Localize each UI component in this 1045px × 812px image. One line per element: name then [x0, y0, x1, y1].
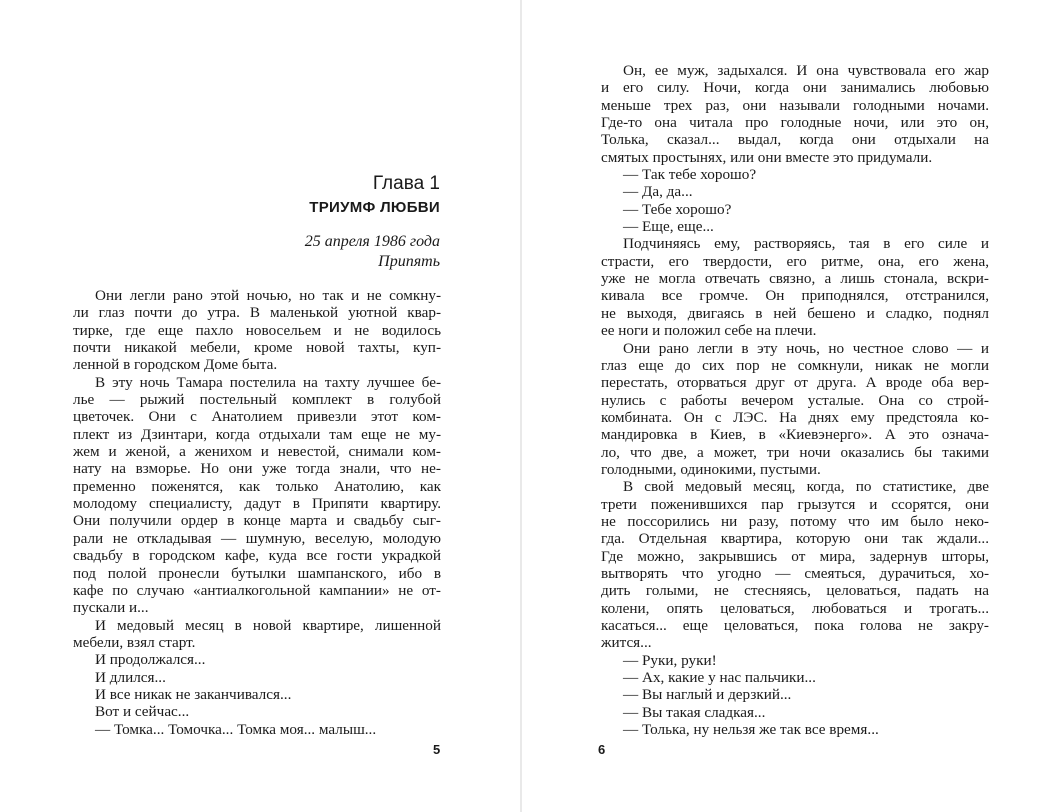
- text-line: лье — рыжий постельный комплект в голубой: [73, 391, 441, 409]
- right-page-text: [601, 62, 989, 738]
- text-line: Где можно, закрывшись от мира, задернув шторы,: [601, 547, 989, 565]
- text-line: жем и женой, а женихом и невестой, снимали ком-: [73, 443, 441, 461]
- text-line: кафе по случаю «антиалкогольной кампании» не от-: [73, 581, 441, 599]
- chapter-number: Глава 1: [372, 173, 440, 194]
- text-line: пускали и...: [73, 599, 149, 617]
- text-line: Они получили ордер в конце марта и свадьбу сыг-: [73, 512, 441, 530]
- text-line: — Ах, какие у нас пальчики...: [623, 669, 816, 687]
- text-line: цветочек. Они с Анатолием привезли этот ком-: [73, 408, 441, 426]
- text-line: — Вы такая сладкая...: [623, 703, 766, 721]
- text-line: не выходя, двигаясь в ней бешено и сладко, поднял: [601, 304, 989, 322]
- text-line: не поссорились ни разу, потому что им было неко-: [601, 512, 989, 530]
- text-line: рали не откладывая — шумную, веселую, молодую: [73, 529, 441, 547]
- text-line: почти никакой мебели, кроме новой тахты, куп-: [73, 339, 441, 357]
- text-line: перестать, оторваться друг от друга. А вроде оба вер-: [601, 374, 989, 392]
- text-line: нату на взморье. Но они уже тогда знали, что не-: [73, 460, 441, 478]
- text-line: под полой пронесли бутылки шампанского, ибо в: [73, 564, 441, 582]
- text-line: — Тебе хорошо?: [623, 200, 732, 218]
- text-line: тирке, где еще пахло новосельем и не водилось: [73, 321, 441, 339]
- text-line: Вот и сейчас...: [95, 703, 190, 721]
- text-line: свадьбу в городском кафе, куда все гости украдкой: [73, 547, 441, 565]
- text-line: молодому специалисту, дадут в Припяти квартиру.: [73, 495, 441, 513]
- text-line: Подчиняясь ему, растворяясь, тая в его силе и: [623, 235, 989, 253]
- text-line: колени, опять целоваться, любоваться и трогать...: [601, 599, 989, 617]
- right-page: [522, 0, 1045, 812]
- text-line: ленной в городском Доме быта.: [73, 356, 278, 374]
- left-page-text: [73, 287, 441, 738]
- text-line: — Руки, руки!: [623, 651, 717, 669]
- text-line: Где-то она читала про голодные ночи, или это он,: [601, 114, 989, 132]
- text-line: — Толька, ну нельзя же так все время...: [623, 721, 879, 739]
- text-line: жится...: [601, 634, 652, 652]
- text-line: трети поженившихся пар грызутся и ссорятся, они: [601, 495, 989, 513]
- text-line: нулись с работы вечером усталые. Она со строй-: [601, 391, 989, 409]
- text-line: Толька, сказал... выдал, когда они отдыхали на: [601, 131, 989, 149]
- text-line: голодными, одинокими, пустыми.: [601, 460, 821, 478]
- text-line: ее ноги и положил себе на плечи.: [601, 322, 817, 340]
- text-line: Они легли рано этой ночью, но так и не сомкну-: [95, 287, 441, 304]
- text-line: комбината. Он с ЛЭС. На днях ему предстояла ко-: [601, 408, 989, 426]
- text-line: ли глаз почти до утра. В маленькой уютной квар-: [73, 304, 441, 322]
- text-line: уже не могла отвечать связно, а лишь стонала, вскри-: [601, 270, 989, 288]
- text-line: — Да, да...: [623, 183, 693, 201]
- text-line: — Так тебе хорошо?: [623, 166, 757, 184]
- chapter-place: Припять: [378, 253, 440, 270]
- text-line: кивала все громче. Он приподнялся, отстранился,: [601, 287, 989, 305]
- text-line: И длился...: [95, 668, 166, 686]
- text-line: пременно поженятся, как только Анатолию, как: [73, 477, 441, 495]
- text-line: И медовый месяц в новой квартире, лишенной: [95, 616, 441, 634]
- page-number-left: 5: [433, 742, 441, 757]
- chapter-title: ТРИУМФ ЛЮБВИ: [309, 199, 440, 216]
- text-line: и его силу. Ночи, когда они занимались любовью: [601, 79, 989, 97]
- text-line: страсти, его твердости, его ритме, она, его жена,: [601, 252, 989, 270]
- text-line: И продолжался...: [95, 651, 206, 669]
- text-line: плект из Дзинтари, когда отдыхали там еще не му-: [73, 425, 441, 443]
- text-line: дить голыми, не стесняясь, целоваться, падать на: [601, 582, 989, 600]
- text-line: мандировка в Киев, в «Киевэнерго». А это означа-: [601, 426, 989, 444]
- text-line: — Томка... Томочка... Томка моя... малыш...: [95, 720, 377, 738]
- text-line: смятых простынях, или они вместе это придумали.: [601, 148, 933, 166]
- text-line: Он, ее муж, задыхался. И она чувствовала его жар: [623, 62, 989, 79]
- text-line: вытворять что угодно — смеяться, дурачиться, хо-: [601, 564, 989, 582]
- text-line: В эту ночь Тамара постелила на тахту лучшее бе-: [95, 373, 441, 391]
- text-line: меньше трех раз, они называли голодными ночами.: [601, 96, 989, 114]
- text-line: В свой медовый месяц, когда, по статистике, две: [623, 478, 989, 496]
- text-line: — Вы наглый и дерзкий...: [623, 686, 792, 704]
- text-line: глаз еще до сих пор не сомкнули, никак не могли: [601, 356, 989, 374]
- left-page: [0, 0, 521, 812]
- chapter-date: 25 апреля 1986 года: [304, 233, 440, 250]
- text-line: И все никак не заканчивался...: [95, 685, 292, 703]
- text-line: мебели, взял старт.: [73, 633, 196, 651]
- text-line: ло, что две, а может, три ночи оказались бы такими: [601, 443, 989, 461]
- text-line: гда. Отдельная квартира, которую они так ждали...: [601, 530, 989, 548]
- text-line: Они рано легли в эту ночь, но честное слово — и: [623, 339, 989, 357]
- page-number-right: 6: [598, 742, 606, 757]
- text-line: касаться... еще целоваться, пока голова не закру-: [601, 617, 989, 634]
- text-line: — Еще, еще...: [623, 218, 714, 236]
